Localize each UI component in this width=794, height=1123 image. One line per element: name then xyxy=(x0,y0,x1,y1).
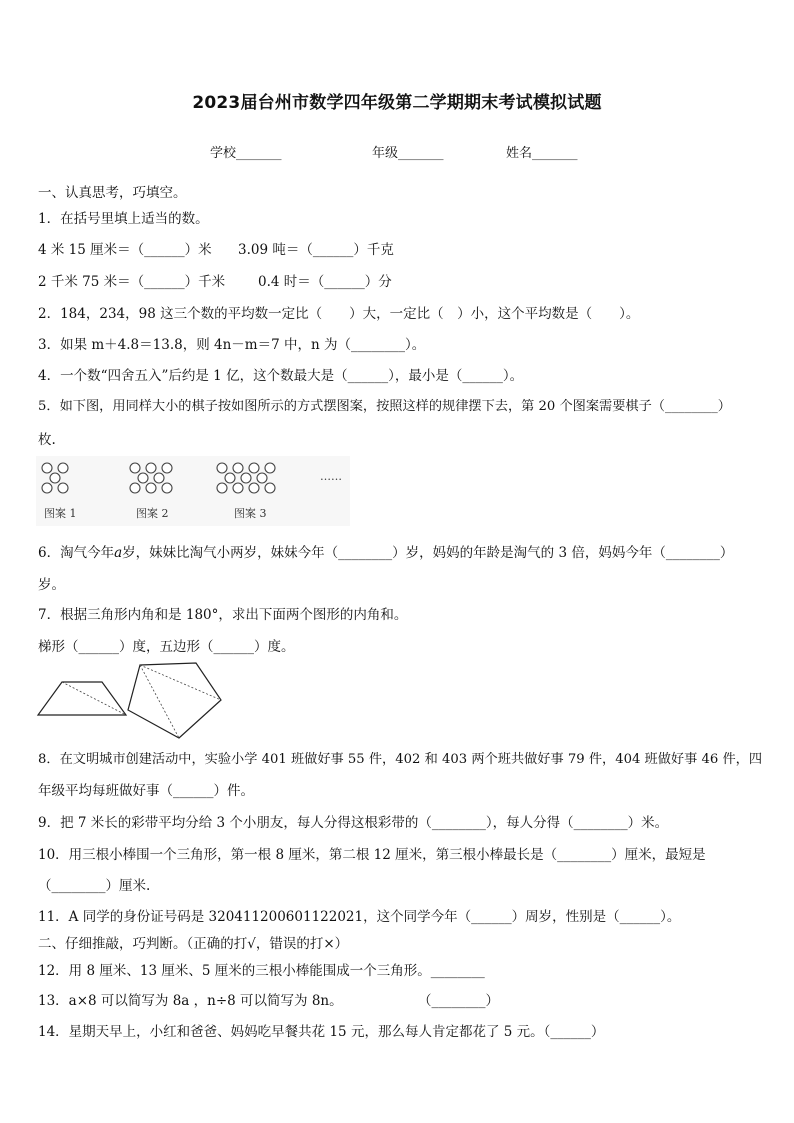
question-1-item-d: 0.4 时＝（______）分 xyxy=(258,274,392,290)
section-2-heading: 二、仔细推敲，巧判断。（正确的打√，错误的打×） xyxy=(38,936,349,952)
question-6-variable: a xyxy=(114,545,123,561)
pattern-3-caption: 图案 3 xyxy=(234,507,267,520)
question-6-line-1 xyxy=(38,541,733,561)
pattern-2-caption: 图案 2 xyxy=(136,507,169,520)
pattern-2 xyxy=(130,463,172,493)
school-field[interactable]: 学校_______ xyxy=(210,146,282,161)
question-14: 14．星期天早上，小红和爸爸、妈妈吃早餐共花 15 元，那么每人肯定都花了 5 元。（______） xyxy=(38,1024,605,1040)
question-10-line-1: 10．用三根小棒围一个三角形，第一根 8 厘米，第二根 12 厘米，第三根小棒最长是（________）厘米，最短是 xyxy=(38,847,706,863)
pattern-figure xyxy=(36,456,350,526)
question-13-blank[interactable]: （________） xyxy=(418,993,499,1009)
pattern-3 xyxy=(217,463,275,493)
question-10-line-2: （________）厘米. xyxy=(38,878,151,894)
question-7-stem: 7．根据三角形内角和是 180°，求出下面两个图形的内角和。 xyxy=(38,607,408,623)
question-2: 2．184，234，98 这三个数的平均数一定比（ ）大，一定比（ ）小，这个平均数是（ ）。 xyxy=(38,306,640,322)
page-title: 2023届台州市数学四年级第二学期期末考试模拟试题 xyxy=(192,93,602,113)
question-5-line-1: 5．如下图，用同样大小的棋子按如图所示的方式摆图案，按照这样的规律摆下去，第 20 个图案需要棋子（________） xyxy=(38,399,731,414)
question-4: 4．一个数“四舍五入”后约是 1 亿，这个数最大是（______），最小是（______）。 xyxy=(38,368,524,384)
question-7-answers: 梯形（______）度，五边形（______）度。 xyxy=(38,639,295,655)
question-1-stem: 1．在括号里填上适当的数。 xyxy=(38,211,209,227)
question-8-line-2: 年级平均每班做好事（______）件。 xyxy=(38,783,254,799)
name-field[interactable]: 姓名_______ xyxy=(506,146,578,161)
question-1-item-a: 4 米 15 厘米＝（______）米 xyxy=(38,242,212,258)
pentagon-shape xyxy=(128,663,221,738)
pattern-ellipsis: …… xyxy=(320,470,342,483)
question-1-item-b: 3.09 吨＝（______）千克 xyxy=(238,242,394,258)
question-12: 12．用 8 厘米、13 厘米、5 厘米的三根小棒能围成一个三角形。________ xyxy=(38,963,485,979)
question-11: 11．A 同学的身份证号码是 320411200601122021，这个同学今年（______）周岁，性别是（______）。 xyxy=(38,909,681,925)
shapes-figure xyxy=(36,660,236,740)
question-3: 3．如果 m＋4.8＝13.8，则 4n－m＝7 中，n 为（________）。 xyxy=(38,337,426,353)
grade-field[interactable]: 年级_______ xyxy=(372,146,444,161)
pattern-1-caption: 图案 1 xyxy=(44,507,77,520)
trapezoid-shape xyxy=(38,682,126,715)
question-6-line-2: 岁。 xyxy=(38,577,65,593)
question-9: 9．把 7 米长的彩带平均分给 3 个小朋友，每人分得这根彩带的（________），每人分得（________）米。 xyxy=(38,815,669,831)
section-1-heading: 一、认真思考，巧填空。 xyxy=(38,185,187,201)
question-5-line-2: 枚. xyxy=(38,432,56,448)
question-1-item-c: 2 千米 75 米＝（______）千米 xyxy=(38,274,226,290)
question-6-prefix: 6．淘气今年 xyxy=(38,545,115,561)
pattern-1 xyxy=(42,463,68,493)
question-6-rest: 岁，妹妹比淘气小两岁，妹妹今年（________）岁，妈妈的年龄是淘气的 3 倍，妈妈今年（________） xyxy=(122,545,734,561)
question-13: 13．a×8 可以简写为 8a ，n÷8 可以简写为 8n。 xyxy=(38,993,343,1009)
question-8-line-1: 8．在文明城市创建活动中，实验小学 401 班做好事 55 件，402 和 403 两个班共做好事 79 件，404 班做好事 46 件，四 xyxy=(38,752,763,767)
